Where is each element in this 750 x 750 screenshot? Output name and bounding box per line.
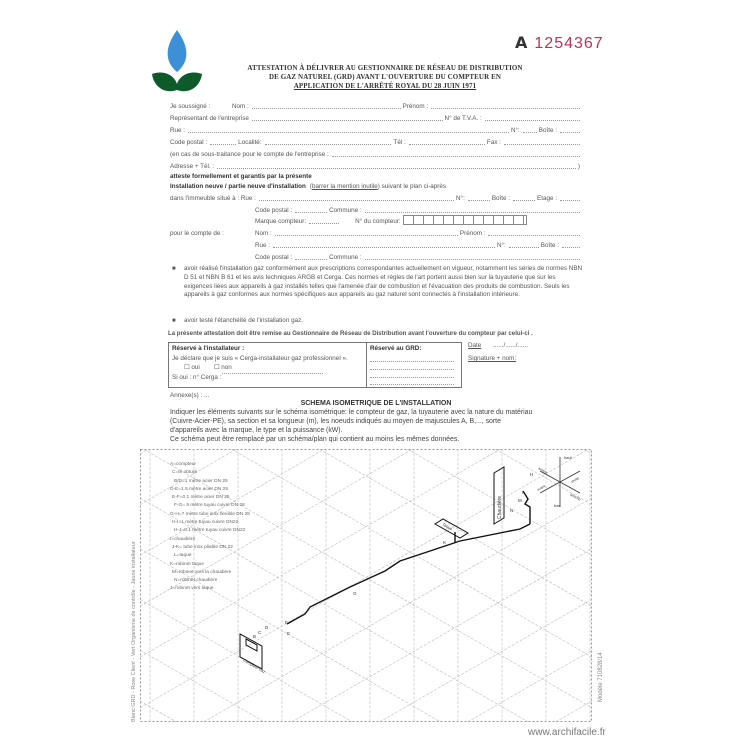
doc-title-line: ATTESTATION À DÉLIVRER AU GESTIONNAIRE DE RÉSEAU DE DISTRIBUTION (247, 64, 523, 72)
schema-title: SCHEMA ISOMETRIQUE DE L'INSTALLATION (300, 400, 452, 407)
legend-item: H-I=1 mètre tuyau cuivre DN22 (172, 520, 239, 526)
row-compte-cp: Code postal : Commune : (255, 252, 582, 261)
model-number: Modèle 710828/14 (598, 652, 604, 702)
legend-item: B/D=1 mètre acier DN 25 (174, 478, 228, 484)
legend-item: E-F=0.1 mètre acier DN 25 (172, 495, 230, 501)
nom-field[interactable] (252, 108, 401, 109)
diagram-label: droite (570, 476, 581, 484)
legend-item: J-K= tube inox pliable DN 22 (172, 544, 233, 550)
meter-digit-box[interactable] (474, 216, 484, 224)
declare-text: Je déclare que je suis « Cerga-installateur gaz professionnel ». (172, 354, 348, 362)
entreprise-field[interactable] (252, 120, 443, 121)
immeuble-commune-field[interactable] (365, 212, 580, 213)
diagram-label: M (518, 498, 522, 503)
company-logo (150, 28, 205, 98)
date-field[interactable]: Date ....../....../...... (468, 342, 529, 349)
row-compte-rue: Rue : N°: Boîte : (255, 240, 582, 249)
etage-field[interactable] (560, 200, 580, 201)
immeuble-cp-field[interactable] (295, 212, 327, 213)
pipe-drawing (240, 467, 530, 669)
compte-prenom-field[interactable] (488, 235, 580, 236)
meter-digit-box[interactable] (484, 216, 494, 224)
compte-rue-field[interactable] (273, 247, 495, 248)
compte-nom-field[interactable] (275, 235, 458, 236)
grd-title: Réservé au GRD: (370, 345, 422, 352)
legend-item: N=robinet chaudière (174, 578, 218, 584)
diagram-label: Chaudière (497, 495, 503, 519)
doc-title-line: DE GAZ NATUREL (GRD) AVANT L'OUVERTURE DU COMPTEUR EN (268, 73, 502, 81)
diagram-label: haut (564, 455, 572, 460)
diagram-label: avant (536, 484, 546, 492)
reserved-box (168, 342, 462, 388)
diagram-label: arrière (537, 466, 549, 475)
diagram-label: N (510, 508, 514, 513)
legend-item: C=té obturé (172, 470, 198, 476)
schema-legend (170, 461, 250, 594)
diagram-label: Compteur Gaz (242, 658, 266, 675)
row-entreprise: Représentant de l'entreprise N° de T.V.A. : (170, 113, 582, 122)
legend-item: G-H=7 mètre tube inox flexible DN 28 (170, 511, 250, 517)
row-immeuble: dans l'immeuble situé à : Rue : N°: Boîte : Etage : (170, 193, 582, 202)
meter-digit-box[interactable] (464, 216, 474, 224)
row-rue: Rue : N°: Boîte : (170, 125, 582, 134)
row-adresse: Adresse + Tél. : ) (170, 163, 580, 170)
meter-digit-box[interactable] (434, 216, 444, 224)
legend-item: D-E=1.5 mètre acier DN 25 (170, 486, 228, 492)
row-sous-traitance: (en cas de sous-traitance pour le compte de l'entreprise : (170, 149, 582, 158)
cerga-field[interactable] (222, 373, 323, 374)
compte-cp-field[interactable] (295, 259, 327, 260)
installateur-title: Réservé à l'installateur : (172, 345, 245, 352)
meter-digit-box[interactable] (504, 216, 514, 224)
copies-note: Blanc GRD - Rose Client - Vert Organisme de contrôle - Jaune installateur (131, 541, 137, 722)
prenom-field[interactable] (431, 108, 580, 109)
boite-field[interactable] (560, 132, 580, 133)
notice-text: La présente attestation doit être remise au Gestionnaire de Réseau de Distribution avant l'ouverture du compteur par celui-ci . (168, 330, 533, 337)
marque-field[interactable] (309, 223, 339, 224)
legend-item: H-J=0.1 mètre tuyau cuivre DN22 (174, 528, 246, 534)
legend-item: I=chaudière (170, 536, 196, 542)
legend-item: A=compteur (170, 462, 196, 467)
diagram-label: E (287, 631, 291, 636)
diagram-label: F (285, 620, 288, 625)
bullet-icon: ■ (172, 318, 176, 324)
diagram-label: bas (554, 503, 561, 508)
diagram-label: C (258, 630, 262, 635)
legend-item: J=robinet vers taque (170, 586, 214, 592)
row-compte-nom: pour le compte de : Nom : Prénom : (170, 228, 582, 237)
serial-number: A 1254367 (515, 33, 604, 52)
tva-field[interactable] (485, 120, 580, 121)
diagram-label: G (353, 591, 357, 596)
meter-digit-box[interactable] (514, 216, 524, 224)
diagram-label: gauche (569, 492, 582, 502)
fax-field[interactable] (504, 144, 580, 145)
compte-numero-field[interactable] (509, 247, 539, 248)
meter-digit-box[interactable] (424, 216, 434, 224)
non-checkbox[interactable]: ☐ non (213, 364, 232, 371)
declaration-1: avoir réalisé l'installation gaz conformément aux prescriptions correspondantes actuellement en vigueur, notamment les séries de normes NBN D 51 et NBN B 61 et les avis techniques ARGB et Cerga. Ces normes et règles de l'art portent aussi bien sur la tuyauterie que sur les exigences liées aux appareils à gaz installés telles que l'amenée d'air de combustion et l'évacuation des produits de combustion. Seuls les appareils à gaz conformes aux normes spécifiques aux appareils au gaz naturel sont connectés à l'installation intérieure. (184, 265, 583, 299)
bullet-icon: ■ (172, 266, 176, 272)
row-immeuble-cp: Code postal : Commune : (255, 205, 582, 214)
diagram-label: D (265, 625, 269, 630)
legend-item: L=taque (174, 553, 192, 559)
cerga-label: Si oui : n° Cerga : (172, 373, 222, 381)
adresse-field[interactable] (217, 168, 576, 169)
diagram-label: B (253, 634, 257, 639)
diagram-label: Taque (441, 521, 454, 532)
row-compteur: Marque compteur: N° du compteur: (255, 216, 582, 225)
immeuble-boite-field[interactable] (513, 200, 535, 201)
numero-field[interactable] (523, 132, 537, 133)
rue-field[interactable] (188, 132, 509, 133)
meter-digit-box[interactable] (404, 216, 414, 224)
annexes-label: Annexe(s) : ... (170, 392, 210, 399)
immeuble-rue-field[interactable] (259, 200, 454, 201)
legend-item: K=robinet taque (170, 561, 205, 567)
immeuble-numero-field[interactable] (468, 200, 490, 201)
signature-label: Signature + nom: (468, 355, 517, 362)
row-soussigne: Je soussigné : Nom : Prénom : (170, 101, 582, 110)
doc-title-line: APPLICATION DE L'ARRÊTÉ ROYAL DU 28 JUIN 1971 (293, 82, 477, 90)
diagram-label: H (530, 472, 534, 477)
installation-text: Installation neuve / partie neuve d'installation ( barrer la mention inutile ) suivant le plan ci-après (170, 183, 447, 190)
atteste-text: atteste formellement et garantis par la présente (170, 173, 312, 180)
meter-digit-box[interactable] (454, 216, 464, 224)
row-code-postal: Code postal : Localité: Tél : Fax : (170, 137, 582, 146)
diagram-label: I (522, 490, 524, 495)
legend-item: M=robinet vers la chaudière (172, 569, 232, 575)
localite-field[interactable] (265, 144, 392, 145)
diagram-label: K (443, 540, 447, 545)
meter-digit-box[interactable] (414, 216, 424, 224)
legend-item: F-G= 5 mètre tuyau cuivre DN 28 (174, 503, 245, 509)
code-postal-field[interactable] (210, 144, 236, 145)
watermark: www.archifacile.fr (528, 727, 606, 738)
tel-field[interactable] (409, 144, 485, 145)
compte-commune-field[interactable] (365, 259, 580, 260)
schema-instructions: Indiquer les éléments suivants sur le schéma isométrique: le compteur de gaz, la tuyauterie avec la nature du matériau (Cuivre-Acier-PE), sa section et sa longueur (m), les noeuds indiqués au moyen de majuscules A, B,..., sorte d'appareils avec la marque, le type et la puissance (kW). Ce schéma peut être remplacé par un schéma/plan qui contient au moins les mêmes données. (170, 409, 533, 443)
meter-digit-box[interactable] (444, 216, 454, 224)
oui-checkbox[interactable]: ☐ oui (184, 364, 200, 371)
meter-number-boxes[interactable] (403, 215, 527, 225)
declaration-2: avoir testé l'étanchéité de l'installation gaz. (184, 317, 303, 324)
compte-boite-field[interactable] (562, 247, 580, 248)
sous-traitance-field[interactable] (332, 156, 580, 157)
meter-digit-box[interactable] (494, 216, 504, 224)
